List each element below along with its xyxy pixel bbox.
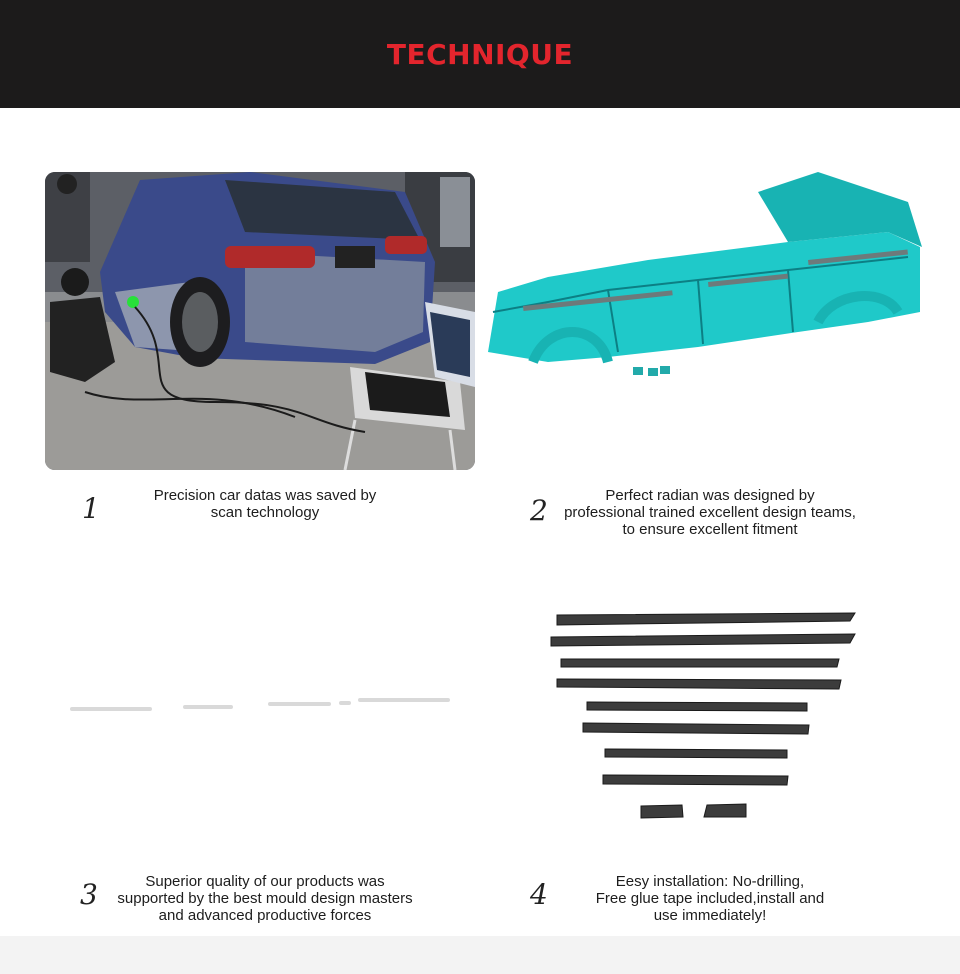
caption-line: to ensure excellent fitment bbox=[622, 521, 798, 538]
caption-line: Eesy installation: No-drilling, bbox=[615, 873, 805, 890]
step-4-caption bbox=[565, 873, 855, 924]
caption-line: and advanced productive forces bbox=[158, 907, 372, 924]
step-1-number: 1 bbox=[82, 492, 100, 525]
step-3-caption bbox=[98, 873, 432, 924]
caption-line: supported by the best mould design masters bbox=[117, 890, 413, 907]
caption-line: scan technology bbox=[210, 504, 320, 521]
trim-strips-image bbox=[60, 690, 460, 720]
car-scan-photo bbox=[45, 172, 475, 470]
step-2-number: 2 bbox=[530, 494, 548, 527]
header-banner bbox=[0, 0, 960, 108]
step-4-number: 4 bbox=[530, 878, 548, 911]
footer-band bbox=[0, 936, 960, 974]
scan-model-image bbox=[488, 172, 922, 394]
step-1-caption bbox=[125, 487, 405, 521]
carbon-trim-set-image bbox=[545, 605, 865, 825]
caption-line: professional trained excellent design teams, bbox=[564, 504, 856, 521]
step-2-caption bbox=[548, 487, 872, 538]
caption-line: Precision car datas was saved by bbox=[153, 487, 377, 504]
caption-line: Superior quality of our products was bbox=[145, 873, 385, 890]
step-3-number: 3 bbox=[80, 878, 98, 911]
caption-line: use immediately! bbox=[653, 907, 767, 924]
caption-line: Free glue tape included,install and bbox=[595, 890, 825, 907]
page-title: TECHNIQUE bbox=[386, 37, 574, 71]
caption-line: Perfect radian was designed by bbox=[605, 487, 815, 504]
